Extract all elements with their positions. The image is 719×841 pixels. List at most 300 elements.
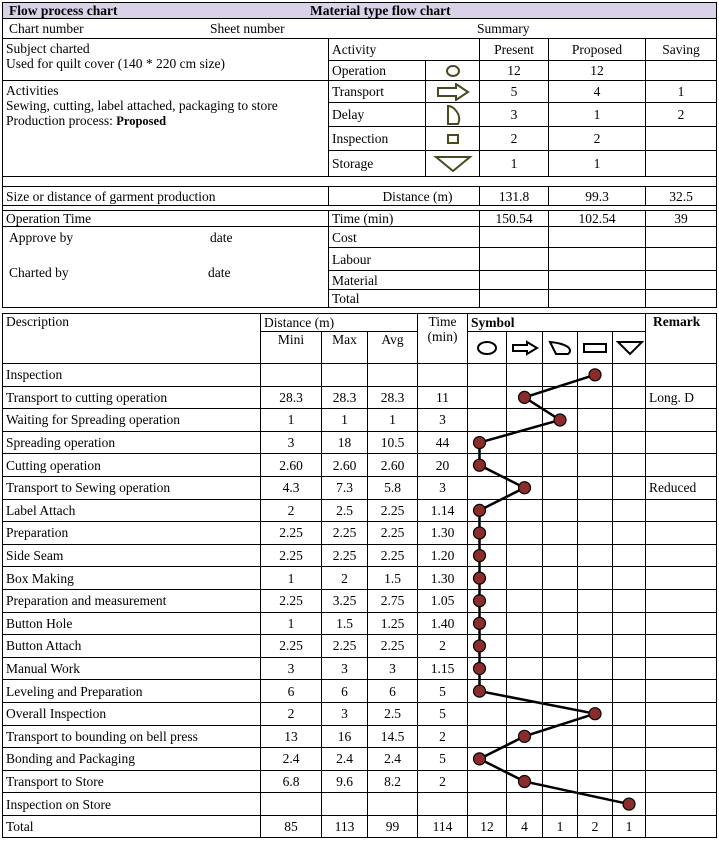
- distance-mini: 1: [261, 612, 322, 635]
- step-remark: [646, 589, 717, 612]
- process-value: Proposed: [116, 114, 167, 128]
- distance-avg: 3: [368, 657, 418, 680]
- time-header-label: Time: [428, 314, 457, 329]
- table-row: [3, 635, 717, 658]
- step-time: 1.05: [418, 589, 468, 612]
- distance-mini: 6.8: [261, 770, 322, 793]
- step-remark: [646, 431, 717, 454]
- symbol-cell: [613, 702, 646, 725]
- total-remark: [646, 815, 717, 837]
- time-header-unit: (min): [427, 329, 458, 344]
- symbol-cell: [507, 748, 543, 771]
- time-header: [418, 314, 468, 364]
- symbol-cell: [543, 635, 578, 658]
- distance-mini: [261, 793, 322, 816]
- distance-mini: 1: [261, 567, 322, 590]
- distance-avg: 2.5: [368, 702, 418, 725]
- distance-avg: 2.25: [368, 499, 418, 522]
- symbol-header: Symbol: [468, 314, 646, 332]
- symbol-cell: [578, 770, 613, 793]
- table-row: [3, 522, 717, 545]
- symbol-cell: [578, 386, 613, 409]
- step-remark: [646, 725, 717, 748]
- symbol-cell: [578, 725, 613, 748]
- symbol-cell: [507, 612, 543, 635]
- table-row: [3, 589, 717, 612]
- distance-mini: 1: [261, 409, 322, 432]
- material-label: Material: [329, 271, 480, 290]
- step-remark: [646, 544, 717, 567]
- step-description: Spreading operation: [3, 431, 261, 454]
- step-description: Button Hole: [3, 612, 261, 635]
- step-time: 5: [418, 702, 468, 725]
- distance-mini: 2: [261, 702, 322, 725]
- step-description: Cutting operation: [3, 454, 261, 477]
- step-remark: [646, 657, 717, 680]
- labour-label: Labour: [329, 248, 480, 271]
- distance-max: 6: [322, 680, 368, 703]
- step-time: 11: [418, 386, 468, 409]
- distance-mini: 3: [261, 431, 322, 454]
- distance-max: 2.25: [322, 544, 368, 567]
- sheet-number-label: Sheet number: [210, 21, 285, 36]
- distance-avg: 10.5: [368, 431, 418, 454]
- step-remark: [646, 635, 717, 658]
- step-remark: [646, 499, 717, 522]
- distance-max: 9.6: [322, 770, 368, 793]
- distance-avg: 1.5: [368, 567, 418, 590]
- activity-name: Inspection: [329, 127, 426, 151]
- step-description: Overall Inspection: [3, 702, 261, 725]
- symbol-cell: [507, 544, 543, 567]
- distance-mini: 2.4: [261, 748, 322, 771]
- circle-icon: [468, 332, 507, 364]
- step-description: Leveling and Preparation: [3, 680, 261, 703]
- time-proposed: 102.54: [549, 211, 646, 227]
- distance-avg: 2.25: [368, 635, 418, 658]
- table-row: [3, 657, 717, 680]
- symbol-cell: [543, 431, 578, 454]
- symbol-cell: [507, 793, 543, 816]
- symbol-cell: [543, 589, 578, 612]
- table-row: [3, 431, 717, 454]
- table-row: [3, 409, 717, 432]
- symbol-cell: [613, 409, 646, 432]
- symbol-cell: [507, 364, 543, 387]
- proposed-value: 4: [549, 81, 646, 103]
- step-description: Preparation: [3, 522, 261, 545]
- step-time: 1.30: [418, 567, 468, 590]
- present-value: 2: [480, 127, 549, 151]
- symbol-cell: [468, 522, 507, 545]
- symbol-cell: [468, 386, 507, 409]
- distance-avg: [368, 364, 418, 387]
- symbol-cell: [613, 793, 646, 816]
- distance-max: 2.5: [322, 499, 368, 522]
- activity-name: Delay: [329, 103, 426, 127]
- present-value: 5: [480, 81, 549, 103]
- distance-avg: [368, 793, 418, 816]
- step-time: 2: [418, 725, 468, 748]
- step-remark: [646, 612, 717, 635]
- symbol-cell: [468, 476, 507, 499]
- distance-max: 3.25: [322, 589, 368, 612]
- distance-max: 2.4: [322, 748, 368, 771]
- symbol-cell: [468, 680, 507, 703]
- distance-mini: 2.25: [261, 635, 322, 658]
- symbol-cell: [613, 364, 646, 387]
- symbol-cell: [543, 793, 578, 816]
- step-description: Preparation and measurement: [3, 589, 261, 612]
- symbol-cell: [543, 544, 578, 567]
- symbol-cell: [543, 657, 578, 680]
- symbol-cell: [613, 748, 646, 771]
- approve-label: Approve by: [9, 230, 74, 245]
- distance-label: Distance (m): [329, 187, 480, 206]
- symbol-cell: [468, 567, 507, 590]
- table-row: [3, 702, 717, 725]
- activity-header: Activity: [329, 39, 480, 61]
- step-description: Transport to Sewing operation: [3, 476, 261, 499]
- symbol-cell: [613, 612, 646, 635]
- step-remark: [646, 522, 717, 545]
- symbol-cell: [578, 544, 613, 567]
- step-remark: [646, 409, 717, 432]
- symbol-cell: [507, 770, 543, 793]
- distance-avg: 14.5: [368, 725, 418, 748]
- symbol-cell: [543, 567, 578, 590]
- distance-max: 16: [322, 725, 368, 748]
- symbol-cell: [578, 567, 613, 590]
- symbol-cell: [507, 431, 543, 454]
- total-symbol-count: 4: [507, 815, 543, 837]
- table-row: [3, 770, 717, 793]
- saving-value: [646, 151, 717, 177]
- distance-mini: 28.3: [261, 386, 322, 409]
- symbol-cell: [613, 657, 646, 680]
- symbol-cell: [578, 431, 613, 454]
- table-row: [3, 680, 717, 703]
- distance-avg: 2.25: [368, 522, 418, 545]
- symbol-cell: [613, 770, 646, 793]
- activities-value: Sewing, cutting, label attached, packaging to store: [6, 98, 278, 113]
- table-row: [3, 364, 717, 387]
- distance-mini: 13: [261, 725, 322, 748]
- total-label: Total: [3, 815, 261, 837]
- symbol-cell: [507, 589, 543, 612]
- symbol-cell: [468, 431, 507, 454]
- table-row: [3, 612, 717, 635]
- distance-max: 2.25: [322, 522, 368, 545]
- saving-value: [646, 61, 717, 81]
- square-icon: [426, 127, 480, 151]
- symbol-cell: [468, 793, 507, 816]
- distance-mini: 4.3: [261, 476, 322, 499]
- step-description: Manual Work: [3, 657, 261, 680]
- distance-avg: 8.2: [368, 770, 418, 793]
- summary-table: [2, 2, 717, 308]
- charted-label: Charted by: [9, 265, 69, 280]
- distance-header: Distance (m): [261, 314, 418, 332]
- symbol-cell: [578, 522, 613, 545]
- table-row: [3, 544, 717, 567]
- total-label: Total: [329, 290, 480, 308]
- activities-label: Activities: [6, 83, 59, 98]
- symbol-cell: [507, 567, 543, 590]
- present-value: 3: [480, 103, 549, 127]
- symbol-cell: [543, 522, 578, 545]
- step-remark: [646, 364, 717, 387]
- symbol-cell: [578, 635, 613, 658]
- arrow-right-icon: [426, 81, 480, 103]
- distance-avg: 2.25: [368, 544, 418, 567]
- symbol-cell: [543, 725, 578, 748]
- step-time: [418, 793, 468, 816]
- total-symbol-count: 2: [578, 815, 613, 837]
- circle-icon: [426, 61, 480, 81]
- symbol-cell: [613, 544, 646, 567]
- step-time: 1.40: [418, 612, 468, 635]
- proposed-value: 1: [549, 103, 646, 127]
- step-remark: [646, 567, 717, 590]
- step-time: 3: [418, 409, 468, 432]
- step-time: 44: [418, 431, 468, 454]
- distance-avg: 2.60: [368, 454, 418, 477]
- symbol-cell: [543, 476, 578, 499]
- activities-cell: [3, 81, 329, 177]
- step-remark: [646, 793, 717, 816]
- step-time: 3: [418, 476, 468, 499]
- distance-mini: [261, 364, 322, 387]
- summary-label: Summary: [477, 21, 530, 36]
- op-time-label: Operation Time: [3, 211, 329, 227]
- symbol-cell: [507, 454, 543, 477]
- distance-max: 7.3: [322, 476, 368, 499]
- total-symbol-count: 1: [613, 815, 646, 837]
- approval-cell: [3, 227, 329, 308]
- symbol-cell: [507, 499, 543, 522]
- symbol-cell: [578, 748, 613, 771]
- arrow-right-icon: [507, 332, 543, 364]
- distance-mini: 2.25: [261, 522, 322, 545]
- step-description: Bonding and Packaging: [3, 748, 261, 771]
- distance-avg: 2.75: [368, 589, 418, 612]
- symbol-cell: [507, 522, 543, 545]
- description-header: Description: [3, 314, 261, 364]
- saving-value: [646, 127, 717, 151]
- symbol-cell: [468, 544, 507, 567]
- step-description: Button Attach: [3, 635, 261, 658]
- symbol-cell: [543, 409, 578, 432]
- saving-value: 2: [646, 103, 717, 127]
- symbol-cell: [468, 725, 507, 748]
- symbol-cell: [578, 454, 613, 477]
- distance-avg: 1.25: [368, 612, 418, 635]
- symbol-cell: [578, 364, 613, 387]
- activity-name: Storage: [329, 151, 426, 177]
- size-label: Size or distance of garment production: [3, 187, 329, 206]
- step-description: Box Making: [3, 567, 261, 590]
- distance-max: [322, 364, 368, 387]
- total-symbol-count: 12: [468, 815, 507, 837]
- distance-max: 1.5: [322, 612, 368, 635]
- subject-label: Subject charted: [6, 41, 90, 56]
- distance-mini: 2: [261, 499, 322, 522]
- table-row: [3, 386, 717, 409]
- table-row: [3, 725, 717, 748]
- delay-d-icon: [426, 103, 480, 127]
- step-remark: [646, 702, 717, 725]
- distance-avg: 2.4: [368, 748, 418, 771]
- symbol-cell: [578, 476, 613, 499]
- subject-cell: [3, 39, 329, 81]
- triangle-down-icon: [613, 332, 646, 364]
- symbol-cell: [507, 725, 543, 748]
- total-symbol-count: 1: [543, 815, 578, 837]
- step-description: Inspection: [3, 364, 261, 387]
- total-time: 114: [418, 815, 468, 837]
- symbol-cell: [507, 635, 543, 658]
- step-time: 2: [418, 770, 468, 793]
- symbol-cell: [578, 702, 613, 725]
- symbol-cell: [468, 364, 507, 387]
- distance-max: 2.60: [322, 454, 368, 477]
- step-remark: [646, 748, 717, 771]
- symbol-cell: [543, 364, 578, 387]
- triangle-down-icon: [426, 151, 480, 177]
- step-time: [418, 364, 468, 387]
- total-mini: 85: [261, 815, 322, 837]
- symbol-cell: [507, 702, 543, 725]
- table-row: [3, 748, 717, 771]
- symbol-cell: [543, 748, 578, 771]
- remark-header: Remark: [646, 314, 717, 364]
- step-time: 1.30: [418, 522, 468, 545]
- symbol-cell: [578, 680, 613, 703]
- distance-mini: 2.60: [261, 454, 322, 477]
- process-label: Production process:: [6, 113, 113, 128]
- step-description: Transport to Store: [3, 770, 261, 793]
- step-time: 5: [418, 680, 468, 703]
- symbol-cell: [507, 386, 543, 409]
- symbol-cell: [468, 409, 507, 432]
- mini-header: Mini: [261, 332, 322, 364]
- symbol-cell: [543, 499, 578, 522]
- step-time: 1.15: [418, 657, 468, 680]
- proposed-value: 1: [549, 151, 646, 177]
- symbol-cell: [613, 589, 646, 612]
- distance-saving: 32.5: [646, 187, 717, 206]
- step-time: 1.20: [418, 544, 468, 567]
- symbol-cell: [613, 454, 646, 477]
- time-label: Time (min): [329, 211, 480, 227]
- distance-avg: 5.8: [368, 476, 418, 499]
- symbol-cell: [507, 409, 543, 432]
- symbol-cell: [468, 589, 507, 612]
- total-max: 113: [322, 815, 368, 837]
- symbol-cell: [613, 476, 646, 499]
- symbol-cell: [468, 770, 507, 793]
- symbol-cell: [507, 476, 543, 499]
- subject-value: Used for quilt cover (140 * 220 cm size): [6, 56, 225, 71]
- approve-date-label: date: [210, 230, 233, 245]
- distance-max: 18: [322, 431, 368, 454]
- table-row: [3, 567, 717, 590]
- symbol-cell: [578, 793, 613, 816]
- step-description: Inspection on Store: [3, 793, 261, 816]
- symbol-cell: [613, 522, 646, 545]
- symbol-cell: [613, 499, 646, 522]
- distance-max: [322, 793, 368, 816]
- total-row: [3, 815, 717, 837]
- step-remark: Reduced: [646, 476, 717, 499]
- symbol-cell: [543, 770, 578, 793]
- symbol-cell: [468, 635, 507, 658]
- symbol-cell: [578, 612, 613, 635]
- step-description: Label Attach: [3, 499, 261, 522]
- activity-name: Operation: [329, 61, 426, 81]
- symbol-cell: [543, 680, 578, 703]
- distance-present: 131.8: [480, 187, 549, 206]
- step-time: 2: [418, 635, 468, 658]
- symbol-cell: [613, 635, 646, 658]
- step-time: 1.14: [418, 499, 468, 522]
- distance-avg: 28.3: [368, 386, 418, 409]
- distance-max: 1: [322, 409, 368, 432]
- symbol-cell: [613, 386, 646, 409]
- distance-max: 3: [322, 657, 368, 680]
- symbol-cell: [543, 454, 578, 477]
- symbol-cell: [613, 725, 646, 748]
- detail-table: [2, 313, 717, 838]
- saving-header: Saving: [646, 39, 717, 61]
- symbol-cell: [613, 431, 646, 454]
- square-icon: [578, 332, 613, 364]
- symbol-cell: [543, 702, 578, 725]
- distance-mini: 3: [261, 657, 322, 680]
- symbol-cell: [468, 702, 507, 725]
- activity-name: Transport: [329, 81, 426, 103]
- symbol-cell: [507, 680, 543, 703]
- step-description: Side Seam: [3, 544, 261, 567]
- step-description: Transport to cutting operation: [3, 386, 261, 409]
- avg-header: Avg: [368, 332, 418, 364]
- symbol-cell: [543, 612, 578, 635]
- distance-max: 3: [322, 702, 368, 725]
- chart-type-title: Flow process chart: [9, 3, 118, 18]
- present-value: 12: [480, 61, 549, 81]
- symbol-cell: [578, 499, 613, 522]
- delay-d-icon: [543, 332, 578, 364]
- step-remark: [646, 454, 717, 477]
- symbol-cell: [613, 680, 646, 703]
- symbol-cell: [468, 657, 507, 680]
- present-header: Present: [480, 39, 549, 61]
- step-description: Transport to bounding on bell press: [3, 725, 261, 748]
- symbol-cell: [543, 386, 578, 409]
- time-saving: 39: [646, 211, 717, 227]
- total-avg: 99: [368, 815, 418, 837]
- step-time: 20: [418, 454, 468, 477]
- distance-avg: 1: [368, 409, 418, 432]
- symbol-cell: [578, 409, 613, 432]
- time-present: 150.54: [480, 211, 549, 227]
- distance-mini: 2.25: [261, 544, 322, 567]
- table-row: [3, 454, 717, 477]
- saving-value: 1: [646, 81, 717, 103]
- table-row: [3, 499, 717, 522]
- distance-max: 28.3: [322, 386, 368, 409]
